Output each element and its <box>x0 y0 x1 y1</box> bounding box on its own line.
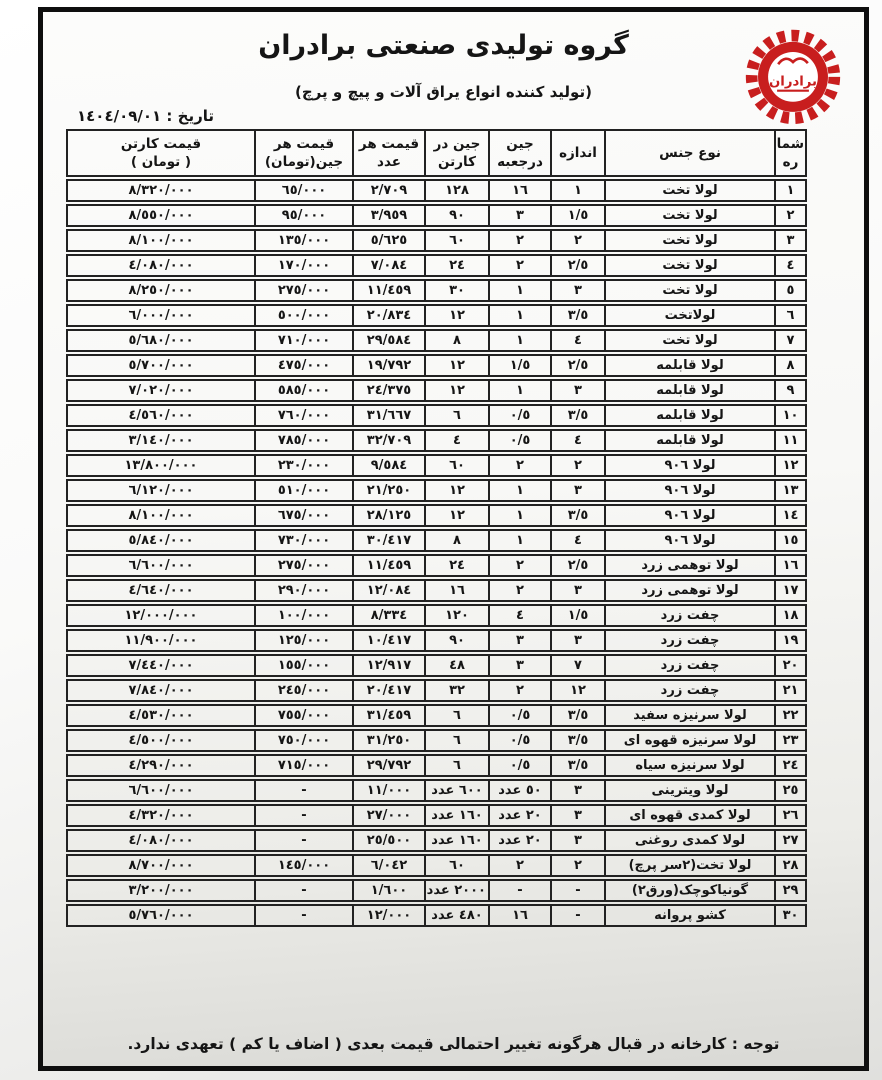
cell-row-number: ١٥ <box>775 529 807 552</box>
cell-unit-price: ٣١/٦٦٧ <box>353 404 425 427</box>
cell-size: ٣/٥ <box>551 404 605 427</box>
cell-product-name: لولا کمدی روغنی <box>605 829 775 852</box>
cell-unit-price: ١١/٤٥٩ <box>353 554 425 577</box>
cell-dozen-price: - <box>255 829 353 852</box>
cell-carton-price: ٦/٦٠٠/٠٠٠ <box>66 779 255 802</box>
cell-carton-price: ٣/٢٠٠/٠٠٠ <box>66 879 255 902</box>
table-row <box>66 404 807 427</box>
table-row <box>66 429 807 452</box>
cell-product-name: کشو پروانه <box>605 904 775 927</box>
cell-carton-price: ٥/٨٤٠/٠٠٠ <box>66 529 255 552</box>
cell-dozen-per-box: ٠/٥ <box>489 404 551 427</box>
cell-unit-price: ١١/٠٠٠ <box>353 779 425 802</box>
cell-dozen-per-box: ٣ <box>489 654 551 677</box>
col-header-dozen-per-box: جین درجعبه <box>489 129 551 177</box>
cell-row-number: ٢١ <box>775 679 807 702</box>
table-row <box>66 354 807 377</box>
cell-unit-price: ٢٥/٥٠٠ <box>353 829 425 852</box>
cell-carton-price: ٨/٢٥٠/٠٠٠ <box>66 279 255 302</box>
cell-dozen-per-carton: ١٦٠ عدد <box>425 829 489 852</box>
company-title: گروه تولیدی صنعتی برادران <box>258 30 629 61</box>
cell-dozen-per-carton: ١٦٠ عدد <box>425 804 489 827</box>
cell-unit-price: ٢٩/٧٩٢ <box>353 754 425 777</box>
cell-row-number: ٥ <box>775 279 807 302</box>
cell-size: ٣/٥ <box>551 304 605 327</box>
cell-row-number: ٢٢ <box>775 704 807 727</box>
cell-dozen-price: - <box>255 879 353 902</box>
cell-dozen-price: ٢٤٥/٠٠٠ <box>255 679 353 702</box>
cell-carton-price: ٤/٢٩٠/٠٠٠ <box>66 754 255 777</box>
cell-product-name: لولا سرنیزه سیاه <box>605 754 775 777</box>
cell-dozen-per-box: ١ <box>489 479 551 502</box>
cell-dozen-per-carton: ٣٢ <box>425 679 489 702</box>
cell-carton-price: ٦/٠٠٠/٠٠٠ <box>66 304 255 327</box>
cell-dozen-price: - <box>255 779 353 802</box>
cell-product-name: لولا تخت <box>605 204 775 227</box>
cell-carton-price: ٣/١٤٠/٠٠٠ <box>66 429 255 452</box>
cell-dozen-per-carton: ٢٠٠٠ عدد <box>425 879 489 902</box>
cell-carton-price: ٦/١٢٠/٠٠٠ <box>66 479 255 502</box>
cell-dozen-per-box: ٢ <box>489 854 551 877</box>
logo-text: برادران <box>769 74 817 90</box>
cell-unit-price: ٢٠/٨٣٤ <box>353 304 425 327</box>
cell-product-name: لولا سرنیزه سفید <box>605 704 775 727</box>
cell-unit-price: ٥/٦٢٥ <box>353 229 425 252</box>
cell-carton-price: ٧/٤٤٠/٠٠٠ <box>66 654 255 677</box>
cell-dozen-price: ٧٦٠/٠٠٠ <box>255 404 353 427</box>
cell-size: ٣ <box>551 579 605 602</box>
cell-dozen-price: - <box>255 904 353 927</box>
cell-unit-price: ٣/٩٥٩ <box>353 204 425 227</box>
cell-size: ٣ <box>551 829 605 852</box>
col-header-dozen-price: قیمت هر جین(تومان) <box>255 129 353 177</box>
cell-dozen-per-carton: ٦٠٠ عدد <box>425 779 489 802</box>
cell-size: - <box>551 879 605 902</box>
cell-dozen-per-box: - <box>489 879 551 902</box>
cell-dozen-per-carton: ١٢ <box>425 504 489 527</box>
cell-row-number: ٨ <box>775 354 807 377</box>
cell-dozen-per-box: ٢ <box>489 554 551 577</box>
cell-dozen-per-box: ٢ <box>489 254 551 277</box>
table-row <box>66 254 807 277</box>
cell-row-number: ١ <box>775 179 807 202</box>
cell-size: ٣/٥ <box>551 729 605 752</box>
cell-dozen-price: ٦٥/٠٠٠ <box>255 179 353 202</box>
cell-dozen-per-carton: ١٢ <box>425 379 489 402</box>
cell-product-name: لولا قابلمه <box>605 404 775 427</box>
cell-size: ٣ <box>551 279 605 302</box>
cell-dozen-per-box: ٠/٥ <box>489 704 551 727</box>
cell-carton-price: ٨/٣٢٠/٠٠٠ <box>66 179 255 202</box>
table-row <box>66 504 807 527</box>
cell-dozen-price: - <box>255 804 353 827</box>
col-header-product: نوع جنس <box>605 129 775 177</box>
cell-dozen-per-carton: ٦٠ <box>425 454 489 477</box>
table-row <box>66 729 807 752</box>
cell-row-number: ١٠ <box>775 404 807 427</box>
cell-carton-price: ١٢/٠٠٠/٠٠٠ <box>66 604 255 627</box>
cell-dozen-per-box: ١ <box>489 329 551 352</box>
cell-dozen-price: ٢٧٥/٠٠٠ <box>255 279 353 302</box>
cell-product-name: لولا تخت <box>605 329 775 352</box>
cell-size: ٢/٥ <box>551 554 605 577</box>
table-row <box>66 379 807 402</box>
cell-dozen-price: ٩٥/٠٠٠ <box>255 204 353 227</box>
cell-unit-price: ٣٠/٤١٧ <box>353 529 425 552</box>
table-row <box>66 829 807 852</box>
col-header-carton-price: قیمت کارتن ( تومان ) <box>66 129 255 177</box>
cell-size: ٤ <box>551 529 605 552</box>
table-row <box>66 904 807 927</box>
cell-size: ٢ <box>551 854 605 877</box>
cell-row-number: ٧ <box>775 329 807 352</box>
cell-product-name: لولا تخت <box>605 279 775 302</box>
table-row <box>66 554 807 577</box>
cell-row-number: ٣ <box>775 229 807 252</box>
cell-product-name: لولا سرنیزه قهوه ای <box>605 729 775 752</box>
cell-dozen-price: ١٠٠/٠٠٠ <box>255 604 353 627</box>
cell-unit-price: ٩/٥٨٤ <box>353 454 425 477</box>
table-row <box>66 454 807 477</box>
cell-dozen-price: ٥١٠/٠٠٠ <box>255 479 353 502</box>
cell-dozen-per-box: ٢ <box>489 579 551 602</box>
cell-dozen-per-box: ٢٠ عدد <box>489 829 551 852</box>
cell-size: ٤ <box>551 329 605 352</box>
cell-size: ٢/٥ <box>551 254 605 277</box>
cell-row-number: ١١ <box>775 429 807 452</box>
cell-dozen-per-carton: ١٢٨ <box>425 179 489 202</box>
cell-size: ١٢ <box>551 679 605 702</box>
cell-dozen-per-carton: ٤٨ <box>425 654 489 677</box>
cell-dozen-per-box: ١/٥ <box>489 354 551 377</box>
cell-dozen-per-box: ٢ <box>489 454 551 477</box>
cell-dozen-per-box: ١ <box>489 379 551 402</box>
cell-dozen-price: ٢٣٠/٠٠٠ <box>255 454 353 477</box>
cell-product-name: چفت زرد <box>605 654 775 677</box>
cell-size: ٣ <box>551 629 605 652</box>
cell-unit-price: ١٩/٧٩٢ <box>353 354 425 377</box>
table-row <box>66 804 807 827</box>
cell-dozen-per-box: ٥٠ عدد <box>489 779 551 802</box>
cell-product-name: چفت زرد <box>605 604 775 627</box>
cell-product-name: لولا قابلمه <box>605 379 775 402</box>
col-header-size: اندازه <box>551 129 605 177</box>
cell-size: ٧ <box>551 654 605 677</box>
cell-carton-price: ٤/٠٨٠/٠٠٠ <box>66 254 255 277</box>
cell-row-number: ١٢ <box>775 454 807 477</box>
cell-unit-price: ٣١/٤٥٩ <box>353 704 425 727</box>
cell-size: ٢/٥ <box>551 354 605 377</box>
cell-dozen-per-box: ٣ <box>489 204 551 227</box>
cell-row-number: ١٤ <box>775 504 807 527</box>
cell-dozen-price: ١٤٥/٠٠٠ <box>255 854 353 877</box>
cell-dozen-per-carton: ١٢ <box>425 354 489 377</box>
cell-unit-price: ٢٠/٤١٧ <box>353 679 425 702</box>
table-row <box>66 629 807 652</box>
cell-row-number: ٢٥ <box>775 779 807 802</box>
cell-dozen-per-box: ٢ <box>489 229 551 252</box>
cell-dozen-per-carton: ٦ <box>425 729 489 752</box>
cell-product-name: لولا ٩٠٦ <box>605 504 775 527</box>
cell-size: ٣/٥ <box>551 754 605 777</box>
cell-product-name: لولا تخت(٢سر پرچ) <box>605 854 775 877</box>
cell-unit-price: ٢٩/٥٨٤ <box>353 329 425 352</box>
cell-size: ٣/٥ <box>551 704 605 727</box>
table-header-row <box>66 129 807 177</box>
cell-carton-price: ٤/٦٤٠/٠٠٠ <box>66 579 255 602</box>
cell-carton-price: ٥/٦٨٠/٠٠٠ <box>66 329 255 352</box>
cell-size: ١ <box>551 179 605 202</box>
cell-dozen-per-carton: ٨ <box>425 329 489 352</box>
cell-dozen-price: ٧١٠/٠٠٠ <box>255 329 353 352</box>
company-subtitle: (تولید کننده انواع یراق آلات و پیچ و پرچ) <box>295 83 592 101</box>
cell-size: ٤ <box>551 429 605 452</box>
cell-dozen-per-carton: ١٦ <box>425 579 489 602</box>
cell-carton-price: ١٣/٨٠٠/٠٠٠ <box>66 454 255 477</box>
cell-dozen-price: ٢٩٠/٠٠٠ <box>255 579 353 602</box>
cell-dozen-per-carton: ٦٠ <box>425 229 489 252</box>
cell-dozen-per-carton: ٦ <box>425 754 489 777</box>
col-header-dozen-per-carton: جین در کارتن <box>425 129 489 177</box>
date-label: تاریخ : ١٤٠٤/٠٩/٠١ <box>77 107 214 125</box>
cell-carton-price: ٥/٧٦٠/٠٠٠ <box>66 904 255 927</box>
cell-dozen-price: ٢٧٥/٠٠٠ <box>255 554 353 577</box>
cell-dozen-per-carton: ٦ <box>425 404 489 427</box>
cell-size: ٢ <box>551 229 605 252</box>
cell-dozen-per-carton: ٦٠ <box>425 854 489 877</box>
cell-product-name: لولا تخت <box>605 254 775 277</box>
table-row <box>66 229 807 252</box>
document <box>38 7 869 1071</box>
price-table <box>66 127 807 929</box>
cell-dozen-per-box: ٠/٥ <box>489 729 551 752</box>
cell-product-name: لولا ویترینی <box>605 779 775 802</box>
cell-row-number: ٢ <box>775 204 807 227</box>
cell-dozen-per-carton: ٩٠ <box>425 204 489 227</box>
table-row <box>66 779 807 802</box>
cell-product-name: چفت زرد <box>605 629 775 652</box>
cell-row-number: ٤ <box>775 254 807 277</box>
cell-unit-price: ٢٨/١٢٥ <box>353 504 425 527</box>
cell-dozen-per-box: ٤ <box>489 604 551 627</box>
cell-dozen-price: ١٥٥/٠٠٠ <box>255 654 353 677</box>
cell-dozen-per-carton: ٢٤ <box>425 254 489 277</box>
cell-row-number: ٩ <box>775 379 807 402</box>
table-row <box>66 704 807 727</box>
cell-row-number: ٢٨ <box>775 854 807 877</box>
cell-row-number: ١٦ <box>775 554 807 577</box>
cell-unit-price: ١/٦٠٠ <box>353 879 425 902</box>
cell-dozen-per-carton: ٤ <box>425 429 489 452</box>
cell-dozen-price: ١٧٠/٠٠٠ <box>255 254 353 277</box>
cell-size: ٣ <box>551 479 605 502</box>
table-row <box>66 479 807 502</box>
cell-dozen-per-carton: ٣٠ <box>425 279 489 302</box>
cell-size: ٣ <box>551 379 605 402</box>
cell-dozen-per-carton: ٦ <box>425 704 489 727</box>
table-row <box>66 204 807 227</box>
cell-size: ١/٥ <box>551 204 605 227</box>
table-row <box>66 879 807 902</box>
table-row <box>66 529 807 552</box>
cell-unit-price: ٣٢/٧٠٩ <box>353 429 425 452</box>
company-logo-icon <box>732 26 854 132</box>
cell-product-name: چفت زرد <box>605 679 775 702</box>
cell-row-number: ٢٣ <box>775 729 807 752</box>
cell-dozen-per-box: ١ <box>489 304 551 327</box>
table-row <box>66 654 807 677</box>
table-row <box>66 304 807 327</box>
cell-unit-price: ١٢/٠٨٤ <box>353 579 425 602</box>
cell-product-name: لولا ٩٠٦ <box>605 529 775 552</box>
cell-product-name: گونیاکوچک(ورق٢) <box>605 879 775 902</box>
cell-dozen-per-carton: ٢٤ <box>425 554 489 577</box>
cell-dozen-per-box: ٢ <box>489 679 551 702</box>
cell-product-name: لولا ٩٠٦ <box>605 454 775 477</box>
table-row <box>66 754 807 777</box>
cell-dozen-per-box: ١ <box>489 279 551 302</box>
cell-dozen-per-carton: ٩٠ <box>425 629 489 652</box>
cell-unit-price: ٦/٠٤٢ <box>353 854 425 877</box>
cell-unit-price: ١٢/٩١٧ <box>353 654 425 677</box>
cell-carton-price: ٤/٠٨٠/٠٠٠ <box>66 829 255 852</box>
cell-carton-price: ٨/١٠٠/٠٠٠ <box>66 504 255 527</box>
cell-row-number: ١٧ <box>775 579 807 602</box>
cell-carton-price: ٦/٦٠٠/٠٠٠ <box>66 554 255 577</box>
cell-row-number: ٢٩ <box>775 879 807 902</box>
cell-row-number: ٢٧ <box>775 829 807 852</box>
table-body <box>66 179 807 927</box>
cell-size: ٣ <box>551 804 605 827</box>
cell-dozen-per-box: ١ <box>489 504 551 527</box>
cell-carton-price: ٨/٧٠٠/٠٠٠ <box>66 854 255 877</box>
cell-dozen-per-carton: ٤٨٠ عدد <box>425 904 489 927</box>
cell-dozen-price: ٧٥٠/٠٠٠ <box>255 729 353 752</box>
cell-dozen-price: ٦٧٥/٠٠٠ <box>255 504 353 527</box>
cell-dozen-price: ٧٥٥/٠٠٠ <box>255 704 353 727</box>
cell-unit-price: ٢٤/٣٧٥ <box>353 379 425 402</box>
cell-dozen-price: ١٢٥/٠٠٠ <box>255 629 353 652</box>
cell-unit-price: ٢٧/٠٠٠ <box>353 804 425 827</box>
col-header-unit-price: قیمت هر عدد <box>353 129 425 177</box>
table-row <box>66 679 807 702</box>
cell-carton-price: ٤/٥٦٠/٠٠٠ <box>66 404 255 427</box>
cell-product-name: لولا قابلمه <box>605 429 775 452</box>
table-row <box>66 854 807 877</box>
cell-carton-price: ٨/٥٥٠/٠٠٠ <box>66 204 255 227</box>
cell-size: ١/٥ <box>551 604 605 627</box>
cell-row-number: ١٨ <box>775 604 807 627</box>
table-row <box>66 329 807 352</box>
cell-unit-price: ٧/٠٨٤ <box>353 254 425 277</box>
cell-unit-price: ٨/٣٣٤ <box>353 604 425 627</box>
cell-unit-price: ١٠/٤١٧ <box>353 629 425 652</box>
cell-dozen-per-box: ٠/٥ <box>489 754 551 777</box>
cell-carton-price: ٤/٥٣٠/٠٠٠ <box>66 704 255 727</box>
cell-dozen-price: ٤٧٥/٠٠٠ <box>255 354 353 377</box>
table-row <box>66 604 807 627</box>
cell-dozen-per-box: ٢٠ عدد <box>489 804 551 827</box>
cell-dozen-per-box: ٠/٥ <box>489 429 551 452</box>
cell-dozen-per-box: ١ <box>489 529 551 552</box>
cell-dozen-price: ٧٨٥/٠٠٠ <box>255 429 353 452</box>
cell-dozen-price: ٥٨٥/٠٠٠ <box>255 379 353 402</box>
cell-unit-price: ١١/٤٥٩ <box>353 279 425 302</box>
table-row <box>66 179 807 202</box>
cell-unit-price: ٣١/٢٥٠ <box>353 729 425 752</box>
cell-dozen-price: ٧٣٠/٠٠٠ <box>255 529 353 552</box>
cell-product-name: لولا توهمی زرد <box>605 579 775 602</box>
cell-dozen-per-box: ٣ <box>489 629 551 652</box>
cell-dozen-price: ٧١٥/٠٠٠ <box>255 754 353 777</box>
cell-product-name: لولا تخت <box>605 179 775 202</box>
cell-unit-price: ٢١/٢٥٠ <box>353 479 425 502</box>
cell-dozen-per-carton: ١٢٠ <box>425 604 489 627</box>
cell-carton-price: ٤/٣٢٠/٠٠٠ <box>66 804 255 827</box>
cell-row-number: ٢٦ <box>775 804 807 827</box>
cell-product-name: لولاتخت <box>605 304 775 327</box>
cell-carton-price: ٧/٨٤٠/٠٠٠ <box>66 679 255 702</box>
table-row <box>66 579 807 602</box>
cell-product-name: لولا توهمی زرد <box>605 554 775 577</box>
cell-unit-price: ١٢/٠٠٠ <box>353 904 425 927</box>
cell-row-number: ٦ <box>775 304 807 327</box>
cell-size: - <box>551 904 605 927</box>
cell-product-name: لولا کمدی قهوه ای <box>605 804 775 827</box>
cell-dozen-per-carton: ٨ <box>425 529 489 552</box>
cell-size: ٣ <box>551 779 605 802</box>
cell-dozen-per-carton: ١٢ <box>425 479 489 502</box>
cell-row-number: ٣٠ <box>775 904 807 927</box>
cell-row-number: ٢٤ <box>775 754 807 777</box>
col-header-number: شما ره <box>775 129 807 177</box>
cell-product-name: لولا تخت <box>605 229 775 252</box>
cell-size: ٣/٥ <box>551 504 605 527</box>
cell-unit-price: ٢/٧٠٩ <box>353 179 425 202</box>
cell-row-number: ١٩ <box>775 629 807 652</box>
cell-product-name: لولا قابلمه <box>605 354 775 377</box>
cell-dozen-per-box: ١٦ <box>489 179 551 202</box>
cell-carton-price: ٧/٠٢٠/٠٠٠ <box>66 379 255 402</box>
cell-dozen-price: ٥٠٠/٠٠٠ <box>255 304 353 327</box>
cell-carton-price: ٨/١٠٠/٠٠٠ <box>66 229 255 252</box>
cell-carton-price: ٤/٥٠٠/٠٠٠ <box>66 729 255 752</box>
cell-dozen-per-carton: ١٢ <box>425 304 489 327</box>
cell-product-name: لولا ٩٠٦ <box>605 479 775 502</box>
cell-carton-price: ٥/٧٠٠/٠٠٠ <box>66 354 255 377</box>
cell-row-number: ٢٠ <box>775 654 807 677</box>
cell-dozen-per-box: ١٦ <box>489 904 551 927</box>
cell-carton-price: ١١/٩٠٠/٠٠٠ <box>66 629 255 652</box>
table-row <box>66 279 807 302</box>
cell-size: ٢ <box>551 454 605 477</box>
cell-row-number: ١٣ <box>775 479 807 502</box>
footer-note: توجه : کارخانه در قبال هرگونه تغییر احتمالی قیمت بعدی ( اضاف یا کم ) تعهدی ندارد. <box>127 1035 780 1053</box>
cell-dozen-price: ١٣٥/٠٠٠ <box>255 229 353 252</box>
